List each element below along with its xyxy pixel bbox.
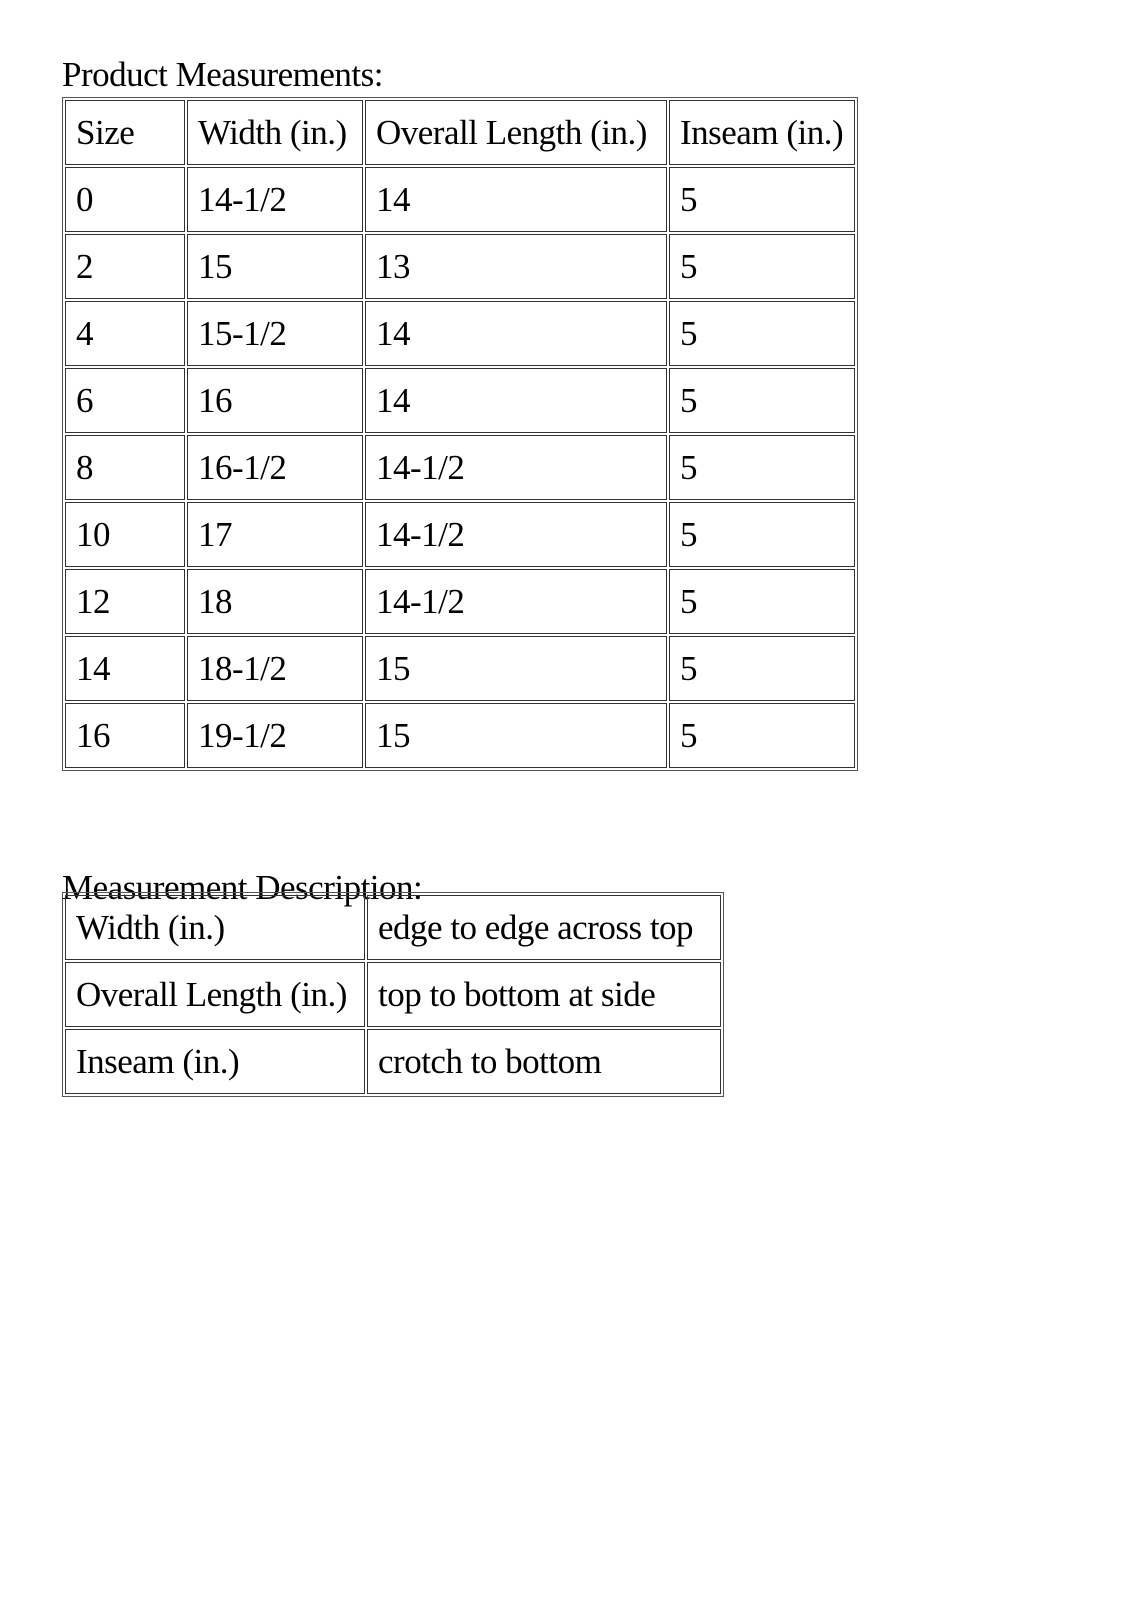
cell-inseam: 5 — [669, 569, 855, 634]
cell-overall-length: 14-1/2 — [365, 435, 667, 500]
cell-overall-length: 15 — [365, 703, 667, 768]
cell-overall-length: 14 — [365, 368, 667, 433]
measurement-description-title: Measurement Description: — [62, 868, 423, 907]
cell-width: 18 — [187, 569, 363, 634]
table-row — [65, 167, 855, 232]
table-row — [65, 234, 855, 299]
table-row — [65, 301, 855, 366]
cell-measurement-description: top to bottom at side — [367, 962, 721, 1027]
cell-size: 0 — [65, 167, 185, 232]
cell-inseam: 5 — [669, 703, 855, 768]
table-row — [65, 1029, 721, 1094]
cell-overall-length: 14 — [365, 301, 667, 366]
cell-inseam: 5 — [669, 234, 855, 299]
table-row — [65, 569, 855, 634]
header-overall-length: Overall Length (in.) — [365, 100, 667, 165]
cell-width: 17 — [187, 502, 363, 567]
cell-size: 2 — [65, 234, 185, 299]
cell-size: 14 — [65, 636, 185, 701]
cell-width: 14-1/2 — [187, 167, 363, 232]
cell-inseam: 5 — [669, 301, 855, 366]
cell-size: 6 — [65, 368, 185, 433]
table-row — [65, 435, 855, 500]
cell-width: 16 — [187, 368, 363, 433]
cell-width: 15-1/2 — [187, 301, 363, 366]
cell-measurement-name: Inseam (in.) — [65, 1029, 365, 1094]
cell-inseam: 5 — [669, 167, 855, 232]
cell-overall-length: 14-1/2 — [365, 569, 667, 634]
table-row — [65, 636, 855, 701]
cell-width: 18-1/2 — [187, 636, 363, 701]
product-measurements-table — [62, 97, 858, 771]
cell-inseam: 5 — [669, 636, 855, 701]
table-row — [65, 502, 855, 567]
cell-overall-length: 15 — [365, 636, 667, 701]
header-inseam: Inseam (in.) — [669, 100, 855, 165]
header-size: Size — [65, 100, 185, 165]
cell-size: 16 — [65, 703, 185, 768]
product-measurements-title: Product Measurements: — [62, 55, 383, 94]
cell-inseam: 5 — [669, 368, 855, 433]
cell-size: 10 — [65, 502, 185, 567]
table-row — [65, 895, 721, 960]
cell-size: 8 — [65, 435, 185, 500]
cell-measurement-description: edge to edge across top — [367, 895, 721, 960]
table-row — [65, 703, 855, 768]
cell-measurement-name: Overall Length (in.) — [65, 962, 365, 1027]
cell-overall-length: 14 — [365, 167, 667, 232]
cell-overall-length: 14-1/2 — [365, 502, 667, 567]
cell-inseam: 5 — [669, 502, 855, 567]
cell-overall-length: 13 — [365, 234, 667, 299]
cell-width: 16-1/2 — [187, 435, 363, 500]
header-width: Width (in.) — [187, 100, 363, 165]
cell-size: 12 — [65, 569, 185, 634]
cell-size: 4 — [65, 301, 185, 366]
cell-width: 19-1/2 — [187, 703, 363, 768]
table-row — [65, 962, 721, 1027]
table-row — [65, 368, 855, 433]
table-header-row — [65, 100, 855, 165]
cell-inseam: 5 — [669, 435, 855, 500]
measurement-description-table — [62, 892, 724, 1097]
cell-measurement-description: crotch to bottom — [367, 1029, 721, 1094]
cell-width: 15 — [187, 234, 363, 299]
cell-measurement-name: Width (in.) — [65, 895, 365, 960]
